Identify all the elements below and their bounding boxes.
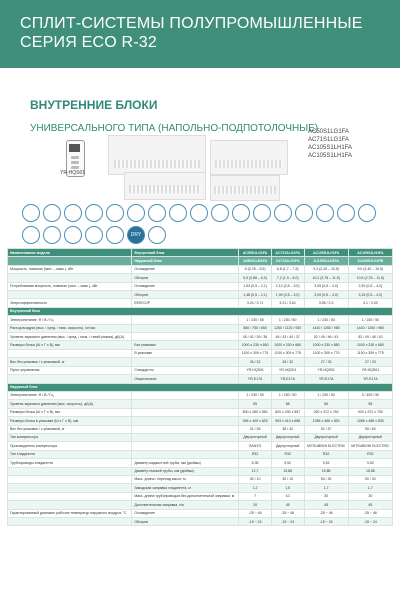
table-cell: AC50S1LG1FA [239, 249, 272, 257]
feature-icon [148, 226, 166, 244]
feature-icon [106, 204, 124, 222]
table-cell: 27 / 33 [348, 358, 392, 366]
table-cell: 12,7 [239, 467, 272, 475]
table-cell: 1250 / 1120 / 930 [271, 324, 304, 332]
table-cell: 9,52 [304, 459, 348, 467]
table-cell: 50 / 30 [304, 475, 348, 483]
table-cell: 3,21 / 3,61 [271, 299, 304, 307]
table-cell [132, 425, 239, 433]
table-row [8, 408, 393, 416]
table-cell: Гарантированный диапазон рабочих температур наружного воздуха, °С [8, 509, 132, 517]
model-list: AC50S1LG1FA AC71S1LG1FA AC105S1LH1FA AC105S1LH1FA [308, 129, 353, 159]
table-cell: 1000 x 230 x 680 [304, 341, 348, 349]
table-cell: Внутренний блок [132, 249, 239, 257]
table-cell [132, 408, 239, 416]
table-cell: Электропитание, Ф / В / Гц [8, 316, 132, 324]
feature-icon [43, 226, 61, 244]
table-cell: Энергоэффективность [8, 299, 132, 307]
table-row [8, 442, 393, 450]
table-cell: 1 / 230 / 50 [271, 316, 304, 324]
unit-image-medium [210, 140, 288, 175]
table-cell: 30 / 10 [239, 475, 272, 483]
feature-icon [106, 226, 124, 244]
table-cell: Производитель компрессора [8, 442, 132, 450]
table-cell: 45 / 42 / 39 / 36 [239, 333, 272, 341]
table-cell: Уровень звукового давления (выс. / сред. / низк. / тихий режим), дБ(А) [8, 333, 132, 341]
table-cell: 38 / 42 [271, 425, 304, 433]
table-cell: -25 ~ 46 [239, 509, 272, 517]
table-cell: 1440 / 1260 / 980 [304, 324, 348, 332]
table-row [8, 459, 393, 467]
table-cell: YR-E17A [348, 375, 392, 383]
table-cell [132, 433, 239, 441]
table-cell: 58 [271, 400, 304, 408]
table-cell: Охлаждение [132, 509, 239, 517]
feature-icon [64, 204, 82, 222]
table-cell: 55 / 60 [348, 425, 392, 433]
table-row [8, 341, 393, 349]
feature-icon [85, 226, 103, 244]
table-cell: 15,88 [348, 467, 392, 475]
table-cell [132, 417, 239, 425]
table-cell: 26 / 32 [271, 358, 304, 366]
page-title: СПЛИТ-СИСТЕМЫ ПОЛУПРОМЫШЛЕННЫЕ СЕРИЯ ECO R-32 [20, 15, 363, 51]
table-cell: 52 / 49 / 46 / 43 [348, 333, 392, 341]
table-cell: -15 ~ 24 [271, 518, 304, 526]
table-cell: 1100 x 309 x 775 [348, 349, 392, 357]
table-cell [8, 484, 132, 492]
table-cell: 1000 x 230 x 680 [348, 341, 392, 349]
table-cell: YR-HQS01 [271, 366, 304, 374]
section-title: ВНУТРЕННИЕ БЛОКИ [30, 98, 158, 112]
table-cell: Макс. длина трубопроводов без дополнительной заправки, м [132, 492, 239, 500]
table-row [8, 417, 393, 425]
table-row [8, 425, 393, 433]
remote-label: YR-HQS01 [60, 170, 86, 176]
table-cell [8, 274, 132, 282]
table-cell: В упаковке [132, 349, 239, 357]
table-cell [132, 316, 239, 324]
table-cell: 7 [239, 492, 272, 500]
table-cell: 31 / 35 [239, 425, 272, 433]
table-row [8, 282, 393, 290]
table-cell: 20 [239, 501, 272, 509]
table-section-header [8, 307, 393, 315]
table-cell: Двухроторный [271, 433, 304, 441]
table-cell: 1100 x 309 x 775 [271, 349, 304, 357]
table-cell: MITSUBISHI ELECTRIC [304, 442, 348, 450]
table-cell: 1 / 230 / 50 [304, 391, 348, 399]
table-row [8, 333, 393, 341]
table-cell: 880 / 750 / 650 [239, 324, 272, 332]
table-cell: 46 / 43 / 40 / 37 [271, 333, 304, 341]
table-row [8, 366, 393, 374]
table-cell: 993 x 413 x 688 [271, 417, 304, 425]
table-cell: YR-HQS01 [304, 366, 348, 374]
table-cell: 1085 x 485 x 830 [304, 417, 348, 425]
table-section-header [8, 383, 393, 391]
feature-icon [337, 204, 355, 222]
table-cell: 30 [348, 492, 392, 500]
table-cell: Двухроторный [304, 433, 348, 441]
table-cell: 1000 x 230 x 680 [271, 341, 304, 349]
table-cell: YR-HQS01 [239, 366, 272, 374]
table-row [8, 484, 393, 492]
table-cell [132, 391, 239, 399]
table-cell: 1,2 [239, 484, 272, 492]
table-row [8, 433, 393, 441]
table-cell: 30 [304, 492, 348, 500]
table-cell: 10,5 (2,78 – 11,5) [348, 274, 392, 282]
feature-icon [274, 204, 292, 222]
table-cell: 1U50S1LM1FA [239, 257, 272, 265]
table-cell: R32 [348, 450, 392, 458]
unit-image-wide [108, 135, 206, 175]
table-cell [8, 475, 132, 483]
feature-icon [43, 204, 61, 222]
table-row [8, 274, 393, 282]
table-cell: Дополнительная заправка, г/м [132, 501, 239, 509]
table-cell: 45 [348, 501, 392, 509]
feature-icon [169, 204, 187, 222]
table-cell: 1 / 230 / 50 [304, 316, 348, 324]
table-cell: Потребляемая мощность, номинал (мин. – макс.), кВт [8, 282, 132, 290]
table-cell: Тип хладагента [8, 450, 132, 458]
table-cell: 9,0 (2,40 – 10,5) [348, 265, 392, 273]
spec-table [7, 248, 393, 526]
table-cell: 1,5 [271, 484, 304, 492]
table-cell: 1U71S1LG1FA [271, 257, 304, 265]
table-cell [132, 450, 239, 458]
table-cell: R32 [271, 450, 304, 458]
feature-icon [85, 204, 103, 222]
table-cell: Пульт управления [8, 366, 132, 374]
table-cell: 7,2 (1,9 – 8,0) [271, 274, 304, 282]
table-cell [132, 442, 239, 450]
table-cell: Обогрев [132, 518, 239, 526]
feature-icon [64, 226, 82, 244]
feature-icon [253, 204, 271, 222]
table-cell: 945 x 409 x 625 [239, 417, 272, 425]
table-cell: Диаметр жидкостной трубы, мм (дюймы) [132, 459, 239, 467]
table-cell: 3,1 / 3,33 [348, 299, 392, 307]
table-row [8, 257, 393, 265]
table-row [8, 467, 393, 475]
table-cell: 1 / 230 / 50 [239, 391, 272, 399]
section-subtitle: УНИВЕРСАЛЬНОГО ТИПА (НАПОЛЬНО-ПОДПОТОЛОЧНЫЕ) [30, 123, 319, 134]
table-cell: 9,52 [348, 459, 392, 467]
table-cell: -15 ~ 24 [304, 518, 348, 526]
table-cell: 3 / 400 / 50 [348, 391, 392, 399]
feature-icon: DRY [127, 226, 145, 244]
table-cell: 9,52 [271, 459, 304, 467]
table-cell: 1U105S1LH1FA [304, 257, 348, 265]
table-row [8, 475, 393, 483]
table-cell: 27 / 33 [304, 358, 348, 366]
table-cell: 1085 x 485 x 830 [348, 417, 392, 425]
table-cell: Обогрев [132, 274, 239, 282]
table-cell: Охлаждение [132, 282, 239, 290]
table-cell [8, 501, 132, 509]
table-cell: 6,8 (1,7 – 7,5) [271, 265, 304, 273]
table-cell [8, 349, 132, 357]
table-cell: -25 ~ 46 [304, 509, 348, 517]
table-row [8, 375, 393, 383]
table-cell: Электропитание, Ф / В / Гц [8, 391, 132, 399]
table-cell: 1U105S1LS1FB [348, 257, 392, 265]
table-cell: Уровень звукового давления (выс. скорость), дБ(А) [8, 400, 132, 408]
table-cell: YR-HQS01 [348, 366, 392, 374]
table-row [8, 400, 393, 408]
table-cell: Заводская заправка хладагента, кг [132, 484, 239, 492]
table-row [8, 509, 393, 517]
table-cell [8, 291, 132, 299]
table-row [8, 391, 393, 399]
table-cell: YR-E17A [304, 375, 348, 383]
table-cell: Трубопроводы хладагента [8, 459, 132, 467]
table-row [8, 299, 393, 307]
table-cell: 3,24 / 3,71 [239, 299, 272, 307]
table-row [8, 249, 393, 257]
table-cell: 50 / 30 [348, 475, 392, 483]
table-cell: 15,88 [304, 467, 348, 475]
table-cell: YR-E17A [239, 375, 272, 383]
table-cell: 56 [304, 400, 348, 408]
unit-image-top-right [210, 175, 280, 201]
table-cell: Двухроторный [239, 433, 272, 441]
table-cell: Размеры блока (Ш x Г x В), мм [8, 408, 132, 416]
table-cell: 1,54 (0,5 – 2,1) [239, 282, 272, 290]
table-cell: 45 [304, 501, 348, 509]
table-row [8, 349, 393, 357]
table-cell: Размеры блока в упаковке (Ш x Г x В), мм [8, 417, 132, 425]
table-cell: 10,2 (2,78 – 11,5) [304, 274, 348, 282]
table-cell: 1440 / 1260 / 980 [348, 324, 392, 332]
table-cell: Вес без упаковки / с упаковкой, кг [8, 425, 132, 433]
table-cell: EER/COP [132, 299, 239, 307]
table-cell [132, 400, 239, 408]
table-cell: 920 x 372 x 750 [304, 408, 348, 416]
table-cell: SANYO [239, 442, 272, 450]
section-label: Внутренний блок [8, 307, 393, 315]
table-cell: Двухроторный [271, 442, 304, 450]
table-cell [8, 467, 132, 475]
table-cell: 1100 x 309 x 775 [304, 349, 348, 357]
table-row [8, 265, 393, 273]
table-cell [132, 358, 239, 366]
table-cell: 9,3 (2,40 – 10,5) [304, 265, 348, 273]
table-cell: 3,05 / 3,3 [304, 299, 348, 307]
table-cell: 6,35 [239, 459, 272, 467]
feature-icon [22, 204, 40, 222]
table-cell: 1 / 230 / 50 [348, 316, 392, 324]
table-cell: 3,05 (0,5 – 4,0) [304, 282, 348, 290]
table-cell: 820 x 330 x 557 [271, 408, 304, 416]
table-cell: Наружный блок [132, 257, 239, 265]
table-cell [8, 492, 132, 500]
feature-icon [232, 204, 250, 222]
table-cell: 3,15 (0,5 – 4,0) [348, 291, 392, 299]
feature-icon [127, 204, 145, 222]
table-cell [132, 333, 239, 341]
table-cell: Расход воздуха (выс. / сред. / низк. скорость), м³/час [8, 324, 132, 332]
feature-icon [211, 204, 229, 222]
table-cell: 1000 x 230 x 680 [239, 341, 272, 349]
feature-icon [148, 204, 166, 222]
table-row [8, 316, 393, 324]
table-cell: MITSUBISHI ELECTRIC [348, 442, 392, 450]
table-cell: Опционально [132, 375, 239, 383]
table-cell: 55 [239, 400, 272, 408]
table-cell: AC105S1LH1FA [304, 249, 348, 257]
table-cell: Без упаковки [132, 341, 239, 349]
table-cell: 5,5 (0,88 – 6,0) [239, 274, 272, 282]
table-cell: 15,88 [271, 467, 304, 475]
table-row [8, 450, 393, 458]
table-cell: AC71S1LG1FA [271, 249, 304, 257]
table-cell: 58 [348, 400, 392, 408]
table-cell: 1 / 230 / 50 [271, 391, 304, 399]
table-cell: Вес без упаковки / с упаковкой, кг [8, 358, 132, 366]
table-row [8, 358, 393, 366]
table-cell: 30 / 10 [271, 475, 304, 483]
table-cell: 3,09 (0,5 – 4,0) [304, 291, 348, 299]
header-banner [0, 0, 400, 68]
table-cell: Размеры блока (Ш x Г x В), мм [8, 341, 132, 349]
table-cell: Охлаждение [132, 265, 239, 273]
feature-icons [22, 204, 382, 244]
table-cell: -25 ~ 46 [348, 509, 392, 517]
section-label: Наружный блок [8, 383, 393, 391]
feature-icon [316, 204, 334, 222]
table-cell: AC105S1LH1FA [348, 249, 392, 257]
table-cell: Тип компрессора [8, 433, 132, 441]
table-cell: 1 / 230 / 50 [239, 316, 272, 324]
table-cell: 1,99 (0,5 – 3,0) [271, 291, 304, 299]
table-cell: Мощность, номинал (мин. – макс.), кВт [8, 265, 132, 273]
table-cell: 1100 x 309 x 775 [239, 349, 272, 357]
table-cell: 920 x 372 x 750 [348, 408, 392, 416]
table-cell: 26 / 32 [239, 358, 272, 366]
feature-icon [190, 204, 208, 222]
table-cell: Диаметр газовой трубы, мм (дюймы) [132, 467, 239, 475]
table-cell: -25 ~ 46 [271, 509, 304, 517]
feature-icon [295, 204, 313, 222]
table-row [8, 492, 393, 500]
table-row [8, 518, 393, 526]
table-row [8, 324, 393, 332]
table-cell: 10 [271, 492, 304, 500]
table-cell [8, 375, 132, 383]
table-cell: 800 x 280 x 550 [239, 408, 272, 416]
table-cell [132, 324, 239, 332]
table-cell: 52 / 49 / 46 / 43 [304, 333, 348, 341]
table-cell: R32 [239, 450, 272, 458]
table-cell: Наименование модели [8, 249, 132, 257]
feature-icon [22, 226, 40, 244]
table-cell [8, 257, 132, 265]
table-cell: Двухроторный [348, 433, 392, 441]
table-cell: 45 [271, 501, 304, 509]
table-cell: 52 / 57 [304, 425, 348, 433]
table-cell: Макс. длина / перепад высот, м [132, 475, 239, 483]
table-cell: Обогрев [132, 291, 239, 299]
table-cell: R32 [304, 450, 348, 458]
table-cell: 2,12 (0,5 – 3,0) [271, 282, 304, 290]
table-cell: -15 ~ 24 [348, 518, 392, 526]
table-cell: Стандартно [132, 366, 239, 374]
table-row [8, 501, 393, 509]
table-cell: 5 (0,78 – 5,5) [239, 265, 272, 273]
table-cell: -15 ~ 24 [239, 518, 272, 526]
table-cell: YR-E17A [271, 375, 304, 383]
unit-image-top-left [124, 172, 206, 200]
table-cell: 2,90 (0,5 – 4,0) [348, 282, 392, 290]
table-cell: 1,7 [348, 484, 392, 492]
table-row [8, 291, 393, 299]
feature-icon [358, 204, 376, 222]
table-cell: 1,48 (0,5 – 2,1) [239, 291, 272, 299]
table-cell [8, 518, 132, 526]
table-cell: 1,7 [304, 484, 348, 492]
